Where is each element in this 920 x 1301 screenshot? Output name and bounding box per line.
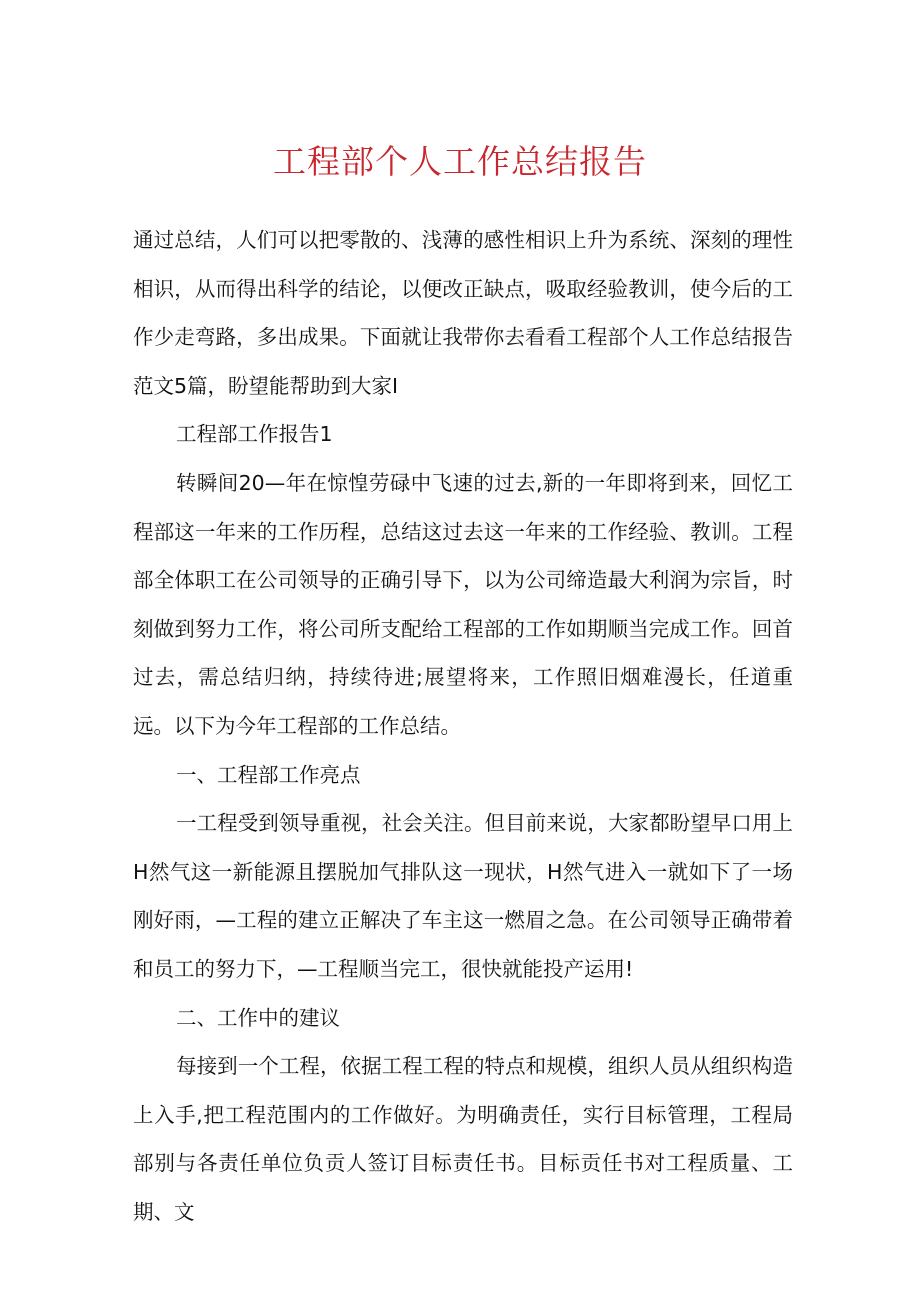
section-1-heading: 一、工程部工作亮点: [176, 762, 361, 787]
document-body: [133, 216, 793, 1236]
report-title: 工程部工作报告1: [176, 422, 333, 447]
paragraph-1: 转瞬间20—年在惊惶劳碌中飞速的过去,新的一年即将到来，回忆工程部这一年来的工作历程，总结这过去这一年来的工作经验、教训。工程部全体职工在公司领导的正确引导下，以为公司缔造最大利润为宗旨，时刻做到努力工作，将公司所支配给工程部的工作如期顺当完成工作。回首过去，需总结归纳，持续待进;展望将来，工作照旧烟难漫长，任道重远。以下为今年工程部的工作总结。: [133, 470, 793, 738]
paragraph-3: 每接到一个工程，依据工程工程的特点和规模，组织人员从组织构造上入手,把工程范围内的工作做好。为明确责任，实行目标管理，工程局部别与各责任单位负贡人签订目标责任书。目标贡任书对工程质量、工期、文: [133, 1054, 793, 1224]
section-2-heading: 二、工作中的建议: [176, 1005, 340, 1030]
intro-paragraph: 通过总结，人们可以把零散的、浅薄的感性相识上升为系统、深刻的理性相识，从而得出科学的结论，以便改正缺点，吸取经验教训，使今后的工作少走弯路，多出成果。下面就让我带你去看看工程部个人工作总结报告范文5篇，盼望能帮助到大家I: [133, 228, 793, 398]
document-title: 工程部个人工作总结报告: [273, 142, 647, 181]
paragraph-2: 一工程受到领导重视，社会关注。但目前来说，大家都盼望早口用上H然气这一新能源且摆脱加气排队这一现状，H然气进入一就如下了一场刚好雨，—工程的建立正解决了车主这一燃眉之急。在公司领导正确带着和员工的努力下，—工程顺当完工，很快就能投产运用!: [133, 811, 793, 981]
